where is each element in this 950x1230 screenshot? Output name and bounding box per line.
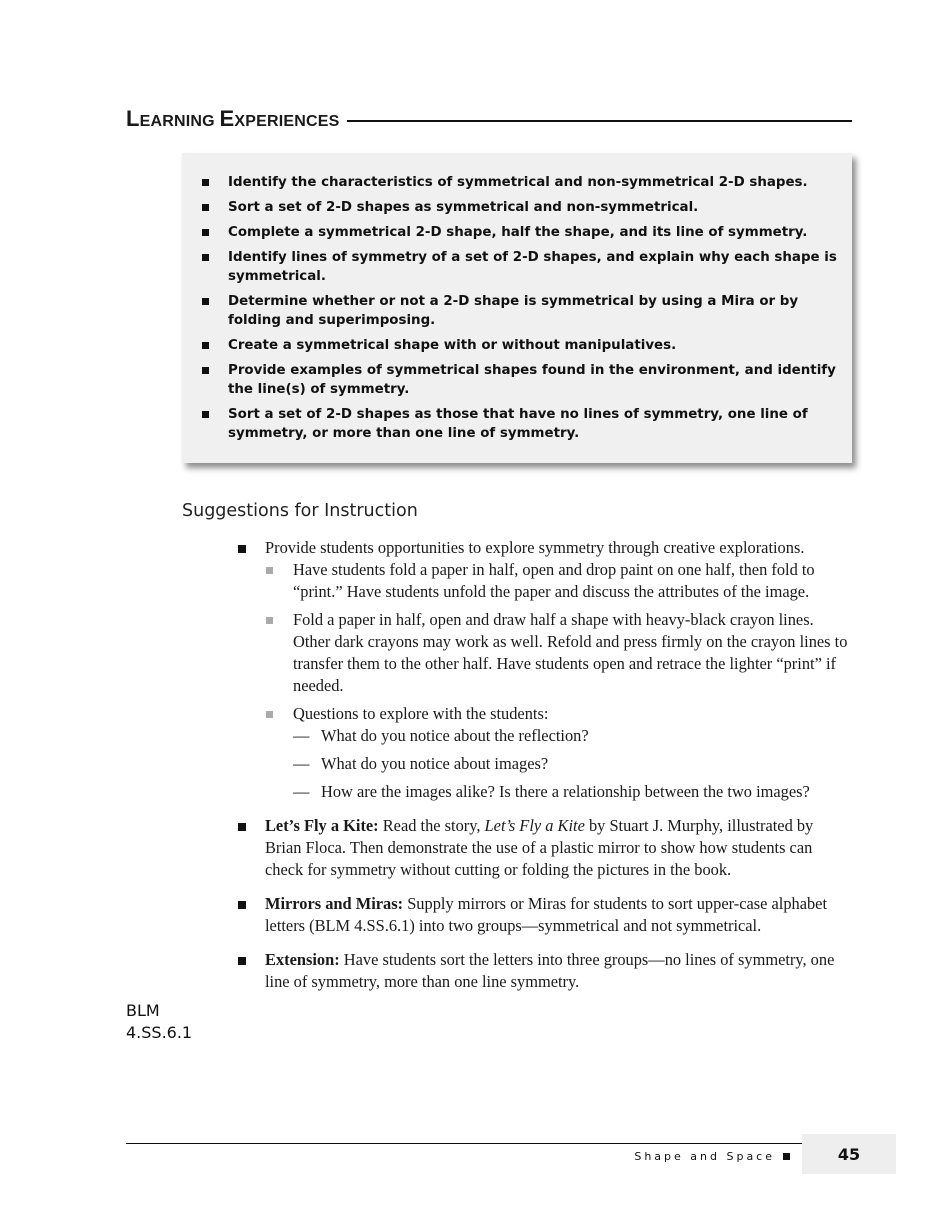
section-heading [126, 104, 852, 134]
question-item: — How are the images alike? Is there a relationship between the two images? [293, 781, 851, 803]
question-item: — What do you notice about the reflection? [293, 725, 851, 747]
outcome-item: Identify the characteristics of symmetrical and non-symmetrical 2-D shapes. [200, 173, 842, 192]
sub-suggestion-item: Questions to explore with the students: — What do you notice about the reflection? — What do you notice about images? — How are the images alike? Is there a relationship between the two images? [265, 703, 851, 803]
suggestions-content [237, 537, 851, 1005]
suggestions-heading: Suggestions for Instruction [182, 501, 418, 521]
learning-outcomes-box [182, 153, 852, 463]
footer-section-label: Shape and Space [600, 1150, 790, 1163]
suggestion-item: Let’s Fly a Kite: Read the story, Let’s Fly a Kite by Stuart J. Murphy, illustrated by Brian Floca. Then demonstrate the use of a plastic mirror to show how students can check for symmetry without cutting or folding the pictures in the book. [237, 815, 851, 881]
outcome-item: Identify lines of symmetry of a set of 2-D shapes, and explain why each shape is symmetrical. [200, 248, 842, 286]
heading-rule [347, 120, 852, 122]
question-item: — What do you notice about images? [293, 753, 851, 775]
suggestion-item: Mirrors and Miras: Supply mirrors or Miras for students to sort upper-case alphabet letters (BLM 4.SS.6.1) into two groups—symmetrical and not symmetrical. [237, 893, 851, 937]
page-title: LEARNING EXPERIENCES [126, 106, 340, 131]
footer-rule [126, 1143, 802, 1144]
footer-square-icon [783, 1153, 790, 1160]
sub-suggestion-item: Fold a paper in half, open and draw half a shape with heavy-black crayon lines. Other dark crayons may work as well. Refold and press firmly on the crayon lines to transfer them to the other half. Have students open and retrace the lighter “print” if needed. [265, 609, 851, 697]
suggestion-item: Provide students opportunities to explore symmetry through creative explorations. Have students fold a paper in half, open and drop paint on one half, then fold to “print.” Have students unfold the paper and discuss the attributes of the image. Fold a paper in half, open and draw half a shape with heavy-black crayon lines. Other dark crayons may work as well. Refold and press firmly on the crayon lines to transfer them to the other half. Have students open and retrace the lighter “print” if needed. Questions to explore with the students: — What do you notice about the reflection? — What do you notice about images? — How are the images alike? Is there a relationship between the two images? [237, 537, 851, 803]
outcome-item: Sort a set of 2-D shapes as symmetrical and non-symmetrical. [200, 198, 842, 217]
outcome-item: Create a symmetrical shape with or without manipulatives. [200, 336, 842, 355]
outcome-item: Complete a symmetrical 2-D shape, half the shape, and its line of symmetry. [200, 223, 842, 242]
outcome-item: Determine whether or not a 2-D shape is symmetrical by using a Mira or by folding and superimposing. [200, 292, 842, 330]
sub-suggestion-item: Have students fold a paper in half, open and drop paint on one half, then fold to “print.” Have students unfold the paper and discuss the attributes of the image. [265, 559, 851, 603]
suggestion-item: Extension: Have students sort the letters into three groups—no lines of symmetry, one line of symmetry, more than one line symmetry. [237, 949, 851, 993]
outcome-item: Provide examples of symmetrical shapes found in the environment, and identify the line(s) of symmetry. [200, 361, 842, 399]
outcome-item: Sort a set of 2-D shapes as those that have no lines of symmetry, one line of symmetry, or more than one line of symmetry. [200, 405, 842, 443]
blm-margin-note: BLM 4.SS.6.1 [126, 1001, 193, 1042]
page-number: 45 [802, 1134, 896, 1174]
